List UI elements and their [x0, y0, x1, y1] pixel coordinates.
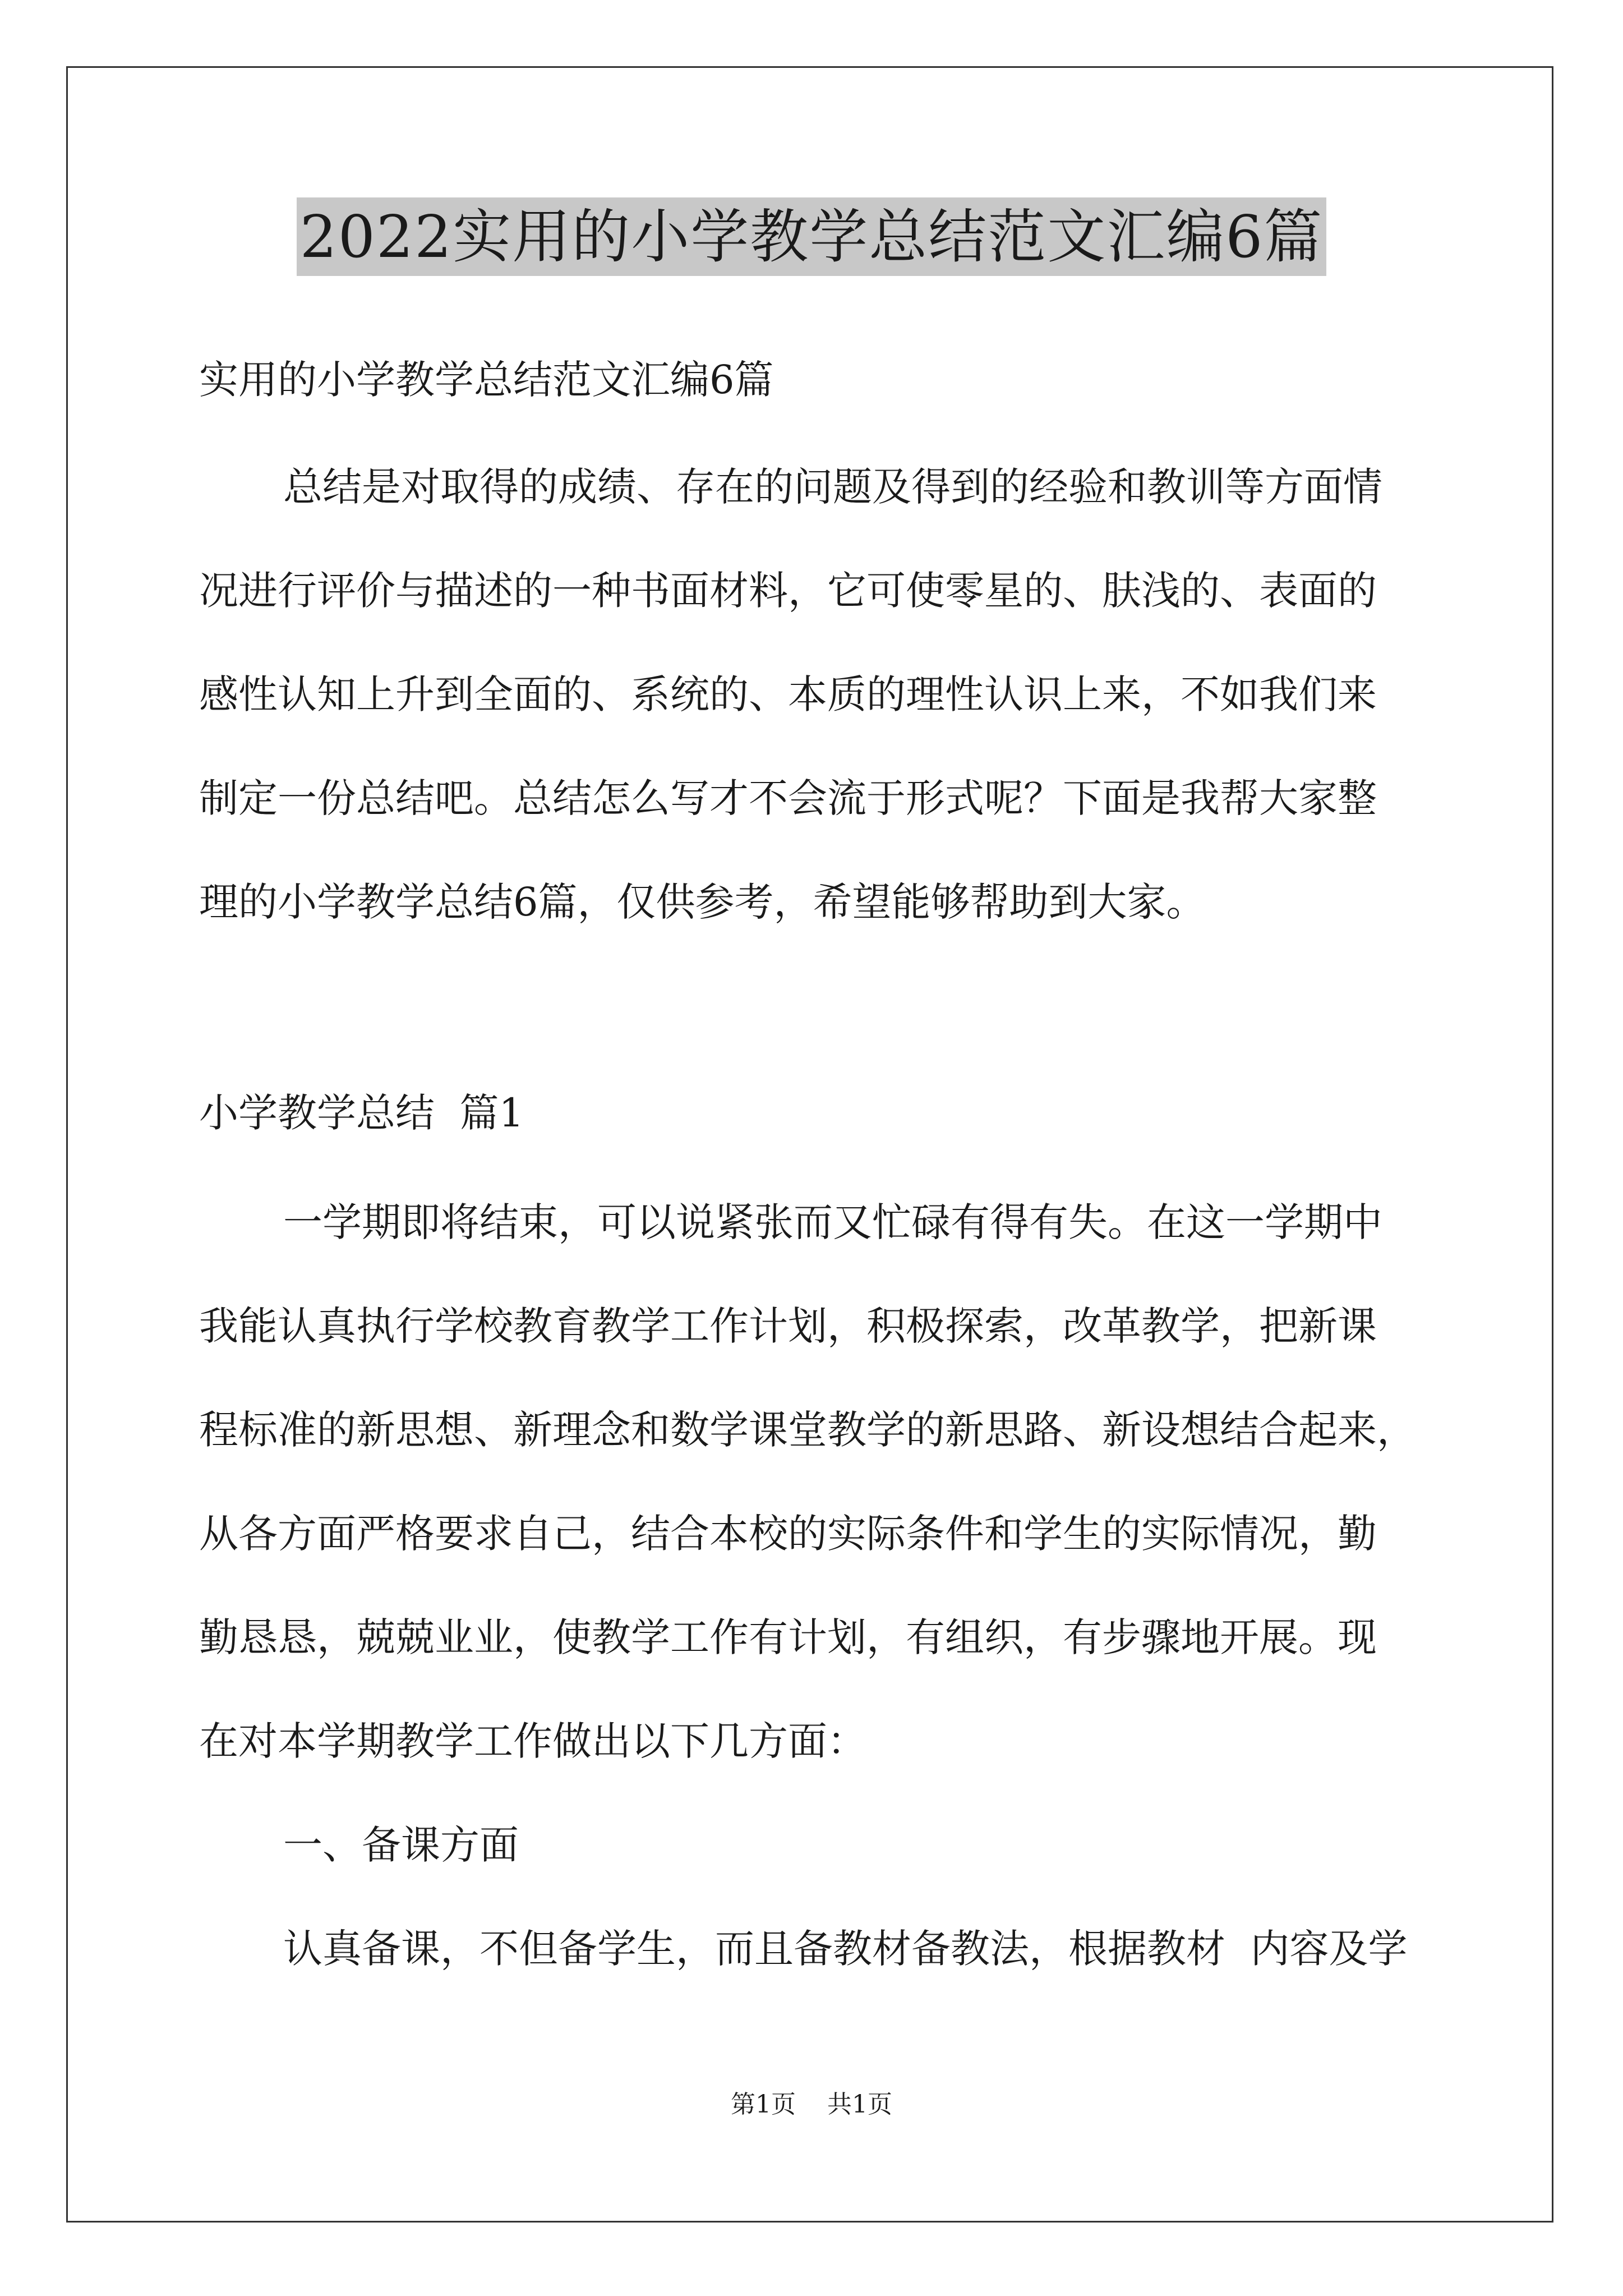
intro-paragraph-line: 总结是对取得的成绩、存在的问题及得到的经验和教训等方面情: [283, 464, 1382, 510]
title-container: [0, 197, 1623, 276]
section-heading: 小学教学总结 篇1: [199, 1090, 524, 1136]
document-subtitle: 实用的小学教学总结范文汇编6篇: [199, 357, 774, 403]
section-paragraph-line: 在对本学期教学工作做出以下几方面：: [199, 1718, 866, 1764]
section-paragraph-line: 我能认真执行学校教育教学工作计划，积极探索，改革教学，把新课: [199, 1303, 1377, 1349]
section-paragraph-line: 从各方面严格要求自己，结合本校的实际条件和学生的实际情况，勤: [199, 1511, 1377, 1557]
page-footer: 第1页 共1页: [731, 2090, 892, 2119]
intro-paragraph-line: 制定一份总结吧。总结怎么写才不会流于形式呢？下面是我帮大家整: [199, 775, 1377, 821]
intro-paragraph-line: 理的小学教学总结6篇，仅供参考，希望能够帮助到大家。: [199, 879, 1206, 925]
intro-paragraph-line: 况进行评价与描述的一种书面材料，它可使零星的、肤浅的、表面的: [199, 568, 1377, 614]
document-title: 2022实用的小学教学总结范文汇编6篇: [297, 197, 1327, 276]
section-paragraph-line: 勤恳恳，兢兢业业，使教学工作有计划，有组织，有步骤地开展。现: [199, 1614, 1377, 1660]
intro-paragraph-line: 感性认知上升到全面的、系统的、本质的理性认识上来，不如我们来: [199, 671, 1377, 717]
section-paragraph-line: 程标准的新思想、新理念和数学课堂教学的新思路、新设想结合起来，: [199, 1407, 1416, 1453]
subheading: 一、备课方面: [283, 1822, 519, 1868]
section-paragraph-line: 一学期即将结束，可以说紧张而又忙碌有得有失。在这一学期中: [283, 1199, 1382, 1245]
paragraph-line: 认真备课，不但备学生，而且备教材备教法，根据教材 内容及学: [283, 1926, 1408, 1972]
